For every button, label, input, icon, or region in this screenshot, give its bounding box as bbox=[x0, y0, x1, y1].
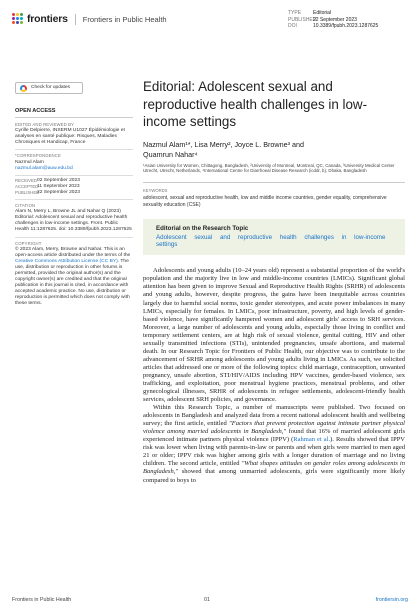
research-topic-box bbox=[143, 219, 405, 255]
correspondence-name: Nazmul Alam bbox=[15, 159, 44, 165]
edited-by-label: EDITED AND REVIEWED BY bbox=[15, 122, 75, 128]
copyright-block bbox=[15, 241, 133, 308]
article-meta bbox=[288, 10, 378, 30]
article-main bbox=[143, 78, 405, 485]
edited-by-block bbox=[15, 122, 133, 150]
keywords-label: KEYWORDS bbox=[143, 188, 168, 194]
meta-row-doi: DOI 10.3389/fpubh.2023.1287625 bbox=[288, 23, 379, 30]
footer-journal: Frontiers in Public Health bbox=[12, 597, 72, 603]
body-paragraph-1: Adolescents and young adults (10–24 years old) represent a substantial proportion of the world's population and the majority live in low and middle-income countries (LMICs). Significant global attention has been given to improve Sexual and Reproductive Health Rights (SRHR) of adolescents and young adults, however, despite progress, the gains have been inequitable across countries largely due to harmful social norms, toxic gender stereotypes, and acute power imbalances in many LMICs, especially for females. In LMICs, poor infrastructure, poverty, and high levels of gender-based violence, have significantly hampered women and adolescent girls' access to SRH services. Moreover, a large number of adolescents and young adults, especially those living in conflict and temporary settlement centers, are at high risk of sexual violence, genital cutting, HIV and other sexually transmitted infections (STIs), unintended pregnancies, unsafe abortions, and maternal death. In our Research Topic for Frontiers of Public Health, our objective was to contribute to the advancement of SRHR among adolescents and young adults living in LMICs. As such, we solicited articles that addressed one or more of the following topics: child marriage, contraception, unwanted pregnancy, unsafe abortion, STI/HIV/AIDS including HPV vaccines, gender-based violence, sex trafficking, and exploitation, poor menstrual hygiene practices, menstrual problems, and other gynecological illnesses, SRHR of adolescents in refugee settlements, adolescent-friendly health services, adolescent SRH policies, and governance. bbox=[143, 267, 405, 404]
correspondence-block bbox=[15, 153, 133, 175]
article-body bbox=[143, 267, 405, 484]
meta-row-published: PUBLISHED 22 September 2023 bbox=[288, 16, 357, 23]
date-published: PUBLISHED 22 September 2023 bbox=[15, 189, 80, 195]
doi-link[interactable]: 10.3389/fpubh.2023.1287625 bbox=[313, 23, 379, 30]
dates-block bbox=[15, 178, 133, 200]
left-sidebar bbox=[15, 82, 133, 308]
check-for-updates-label: Check for updates bbox=[31, 84, 70, 90]
correspondence-label: *CORRESPONDENCE bbox=[15, 153, 61, 159]
citation-text: Alam N, Merry L, Browne JL and Nahar Q (2023) Editorial: Adolescent sexual and reproductive health challenges in low-income settings. Front. Public Health 11:1287625. doi: 10.3389/fpubh.2023.1287625 bbox=[15, 209, 132, 233]
journal-name: Frontiers in Public Health bbox=[82, 14, 167, 24]
keywords: adolescent, sexual and reproductive health, low and middle income countries, gender equality, comprehensive sexuality education (CSE) bbox=[143, 195, 387, 208]
meta-row-type: TYPE Editorial bbox=[288, 10, 332, 16]
affiliations: ¹Asian University for Women, Chittagong, Bangladesh, ²University of Montreal, Montreal, QC, Canada, ³University Medical Center Utrecht, Utrecht, Netherlands, ⁴International Centre for Diarrhoeal Disease Research (icddr, b), Dhaka, Bangladesh bbox=[143, 162, 395, 174]
page-number: 01 bbox=[204, 597, 210, 603]
keywords-divider bbox=[143, 182, 405, 183]
author-list bbox=[143, 140, 405, 160]
check-for-updates-button[interactable] bbox=[15, 82, 83, 94]
cc-by-license-link[interactable]: Creative Commons Attribution License (CC BY) bbox=[15, 258, 118, 264]
research-topic-link[interactable]: Adolescent sexual and reproductive health challenges in low-income settings bbox=[156, 233, 386, 249]
update-badge-icon bbox=[20, 85, 27, 92]
copyright-label: COPYRIGHT bbox=[15, 240, 42, 246]
article-title-quote-1: "Factors that prevent protection against intimate partner physical violence among married adolescents in Bangladesh," bbox=[143, 420, 405, 436]
article-title-quote-2: "What shapes attitudes on gender roles among adolescents in Bangladesh," bbox=[143, 460, 405, 476]
correspondence-email-link[interactable]: nazmul.alam@auw.edu.bd bbox=[15, 165, 73, 171]
article-title: Editorial: Adolescent sexual and reproductive health challenges in low-income settings bbox=[143, 79, 368, 129]
reference-link-rahman[interactable]: Rahman et al. bbox=[293, 436, 331, 444]
date-received: RECEIVED 02 September 2023 bbox=[15, 177, 80, 183]
citation-block bbox=[15, 203, 133, 237]
date-accepted: ACCEPTED 11 September 2023 bbox=[15, 183, 80, 189]
body-paragraph-2: Within this Research Topic, a number of manuscripts were published. Two focused on adolescents in Bangladesh and analyzed data from a recent national adolescent health and wellbeing survey; the first article, entitled "Factors that prevent protection against intimate partner physical violence among married adolescents in Bangladesh," found that 16% of married adolescent girls experienced intimate partners physical violence (IPPV) (Rahman et al.). Results showed that IPPV risk was lower when living with parents-in-law or parents and when girls were married to men aged 21 or older; IPPV risk was higher among girls with a longer duration of marriage and no living children. The second article, entitled "What shapes attitudes on gender roles among adolescents in Bangladesh," showed that among unmarried adolescents, girls were significantly more likely compared to boys to bbox=[143, 404, 406, 484]
footer-site-link[interactable]: frontiersin.org bbox=[375, 597, 408, 603]
citation-label: CITATION bbox=[15, 203, 36, 209]
logo-divider bbox=[75, 14, 76, 25]
brand-name: frontiers bbox=[27, 13, 68, 25]
edited-by-text: Cyrille Delpierre, INSERM U1027 Épidémiologie et analyses en santé publique: Risques, Maladies Chroniques et Handicap, France bbox=[15, 128, 125, 146]
authors-line-2[interactable]: Quamrun Nahar⁴ bbox=[143, 149, 198, 159]
page-header bbox=[0, 0, 420, 40]
open-access-label: OPEN ACCESS bbox=[15, 108, 133, 118]
frontiers-logo[interactable] bbox=[12, 13, 167, 25]
frontiers-logo-icon bbox=[12, 13, 24, 25]
authors-line-1[interactable]: Nazmul Alam¹*, Lisa Merry², Joyce L. Browne³ and bbox=[143, 139, 304, 149]
copyright-text: © 2023 Alam, Merry, Browne and Nahar. This is an open-access article distributed under the terms of the Creative Commons Attribution License (CC BY). The use, distribution or reproduction in other forums is permitted, provided the original author(s) and the copyright owner(s) are credited and that the original publication in this journal is cited, in accordance with accepted academic practice. No use, distribution or reproduction is permitted which does not comply with these terms. bbox=[15, 246, 131, 307]
research-topic-heading: Editorial on the Research Topic bbox=[156, 224, 249, 232]
